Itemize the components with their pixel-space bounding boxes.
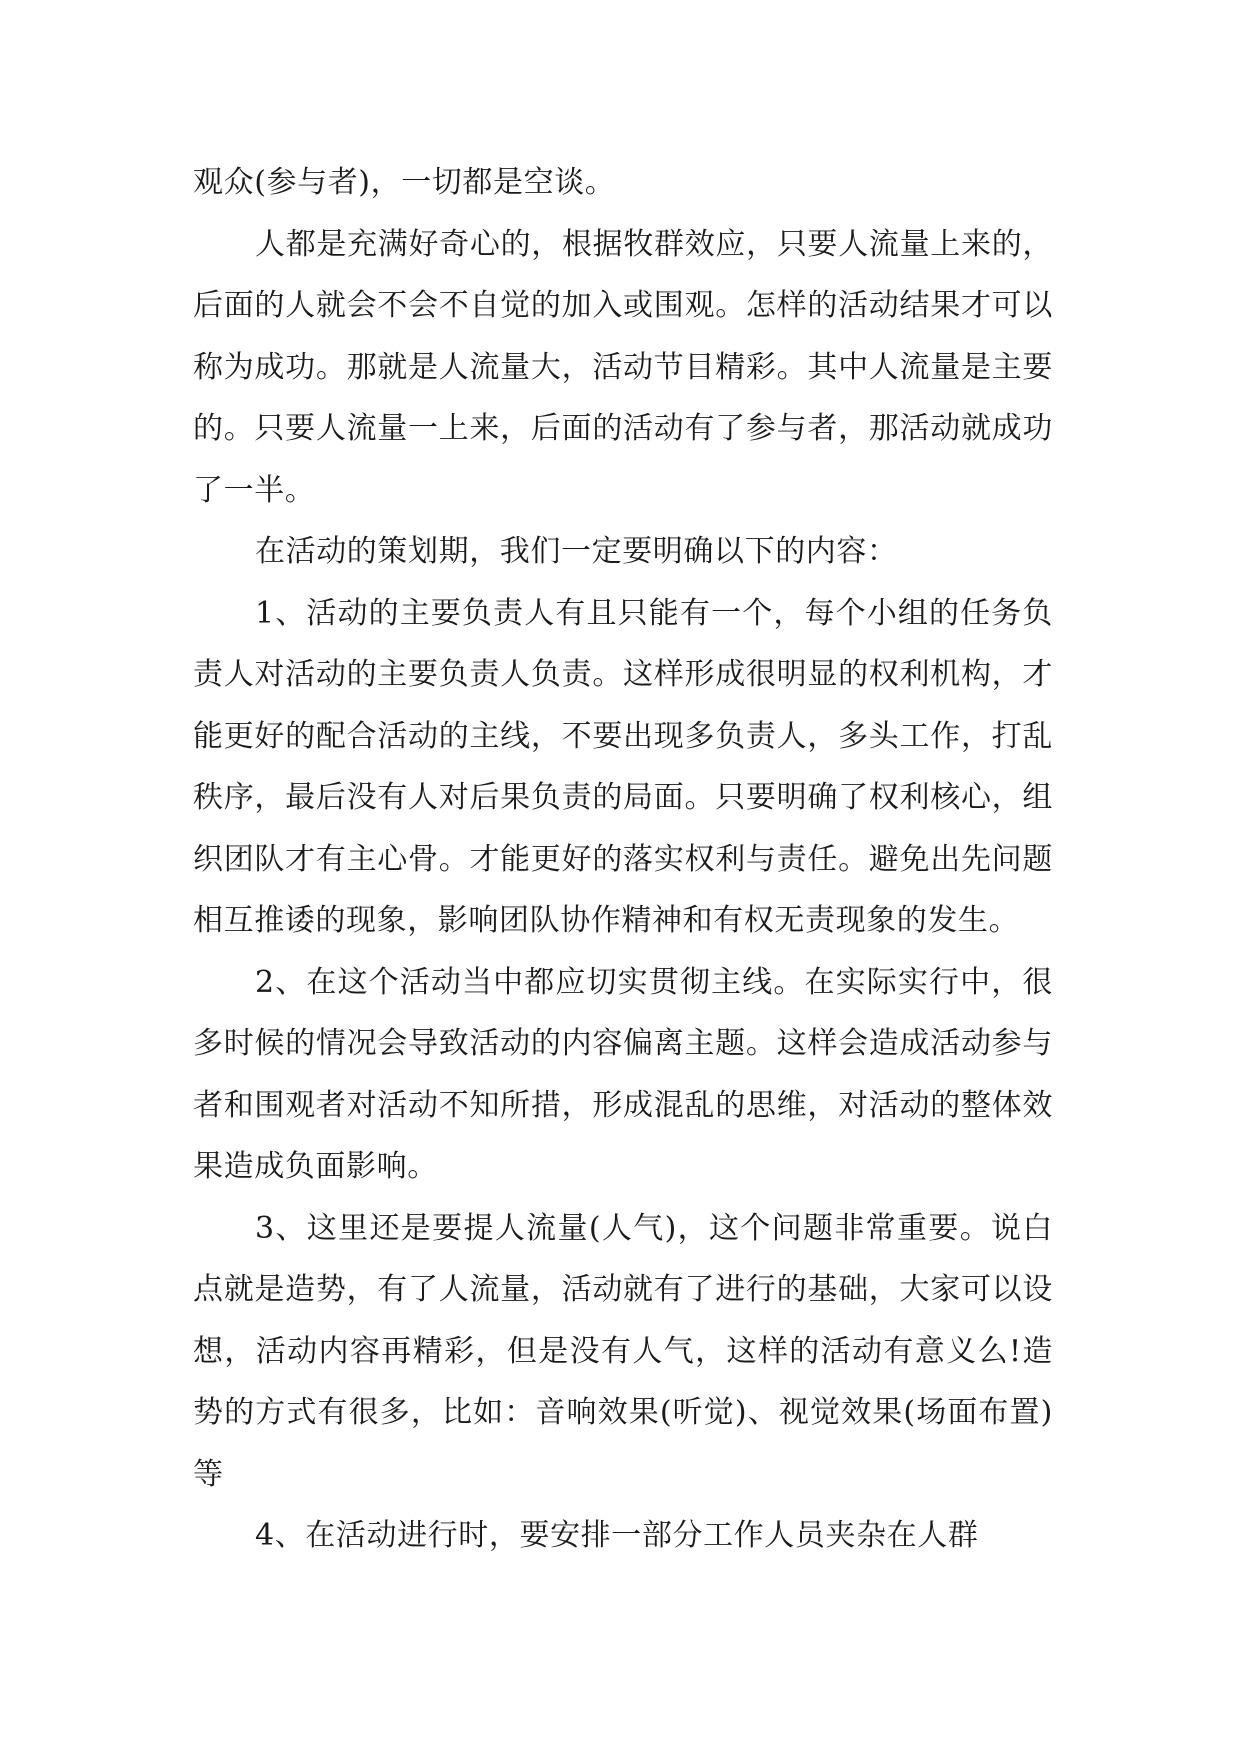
paragraph-7: 4、在活动进行时，要安排一部分工作人员夹杂在人群 [255,1518,979,1553]
paragraph-4: 1、活动的主要负责人有且只能有一个，每个小组的任务负责人对活动的主要负责人负责。这样形成很明显的权利机构，才能更好的配合活动的主线，不要出现多负责人，多头工作，打乱秩序，最后没有人对后果负责的局面。只要明确了权利核心，组织团队才有主心骨。才能更好的落实权利与责任。避免出先问题相互推诿的现象，影响团队协作精神和有权无责现象的发生。 [193,595,1053,938]
paragraph-3: 在活动的策划期，我们一定要明确以下的内容： [255,534,898,569]
paragraph-5: 2、在这个活动当中都应切实贯彻主线。在实际实行中，很多时候的情况会导致活动的内容偏离主题。这样会造成活动参与者和围观者对活动不知所措，形成混乱的思维，对活动的整体效果造成负面影响。 [193,964,1053,1184]
paragraph-6: 3、这里还是要提人流量(人气)，这个问题非常重要。说白点就是造势，有了人流量，活动就有了进行的基础，大家可以设想，活动内容再精彩，但是没有人气，这样的活动有意义么!造势的方式有很多，比如：音响效果(听觉)、视觉效果(场面布置)等 [193,1210,1053,1492]
paragraph-1: 观众(参与者)，一切都是空谈。 [193,165,616,200]
document-body [193,152,1053,1567]
paragraph-2: 人都是充满好奇心的，根据牧群效应，只要人流量上来的，后面的人就会不会不自觉的加入或围观。怎样的活动结果才可以称为成功。那就是人流量大，活动节目精彩。其中人流量是主要的。只要人流量一上来，后面的活动有了参与者，那活动就成功了一半。 [193,226,1053,508]
